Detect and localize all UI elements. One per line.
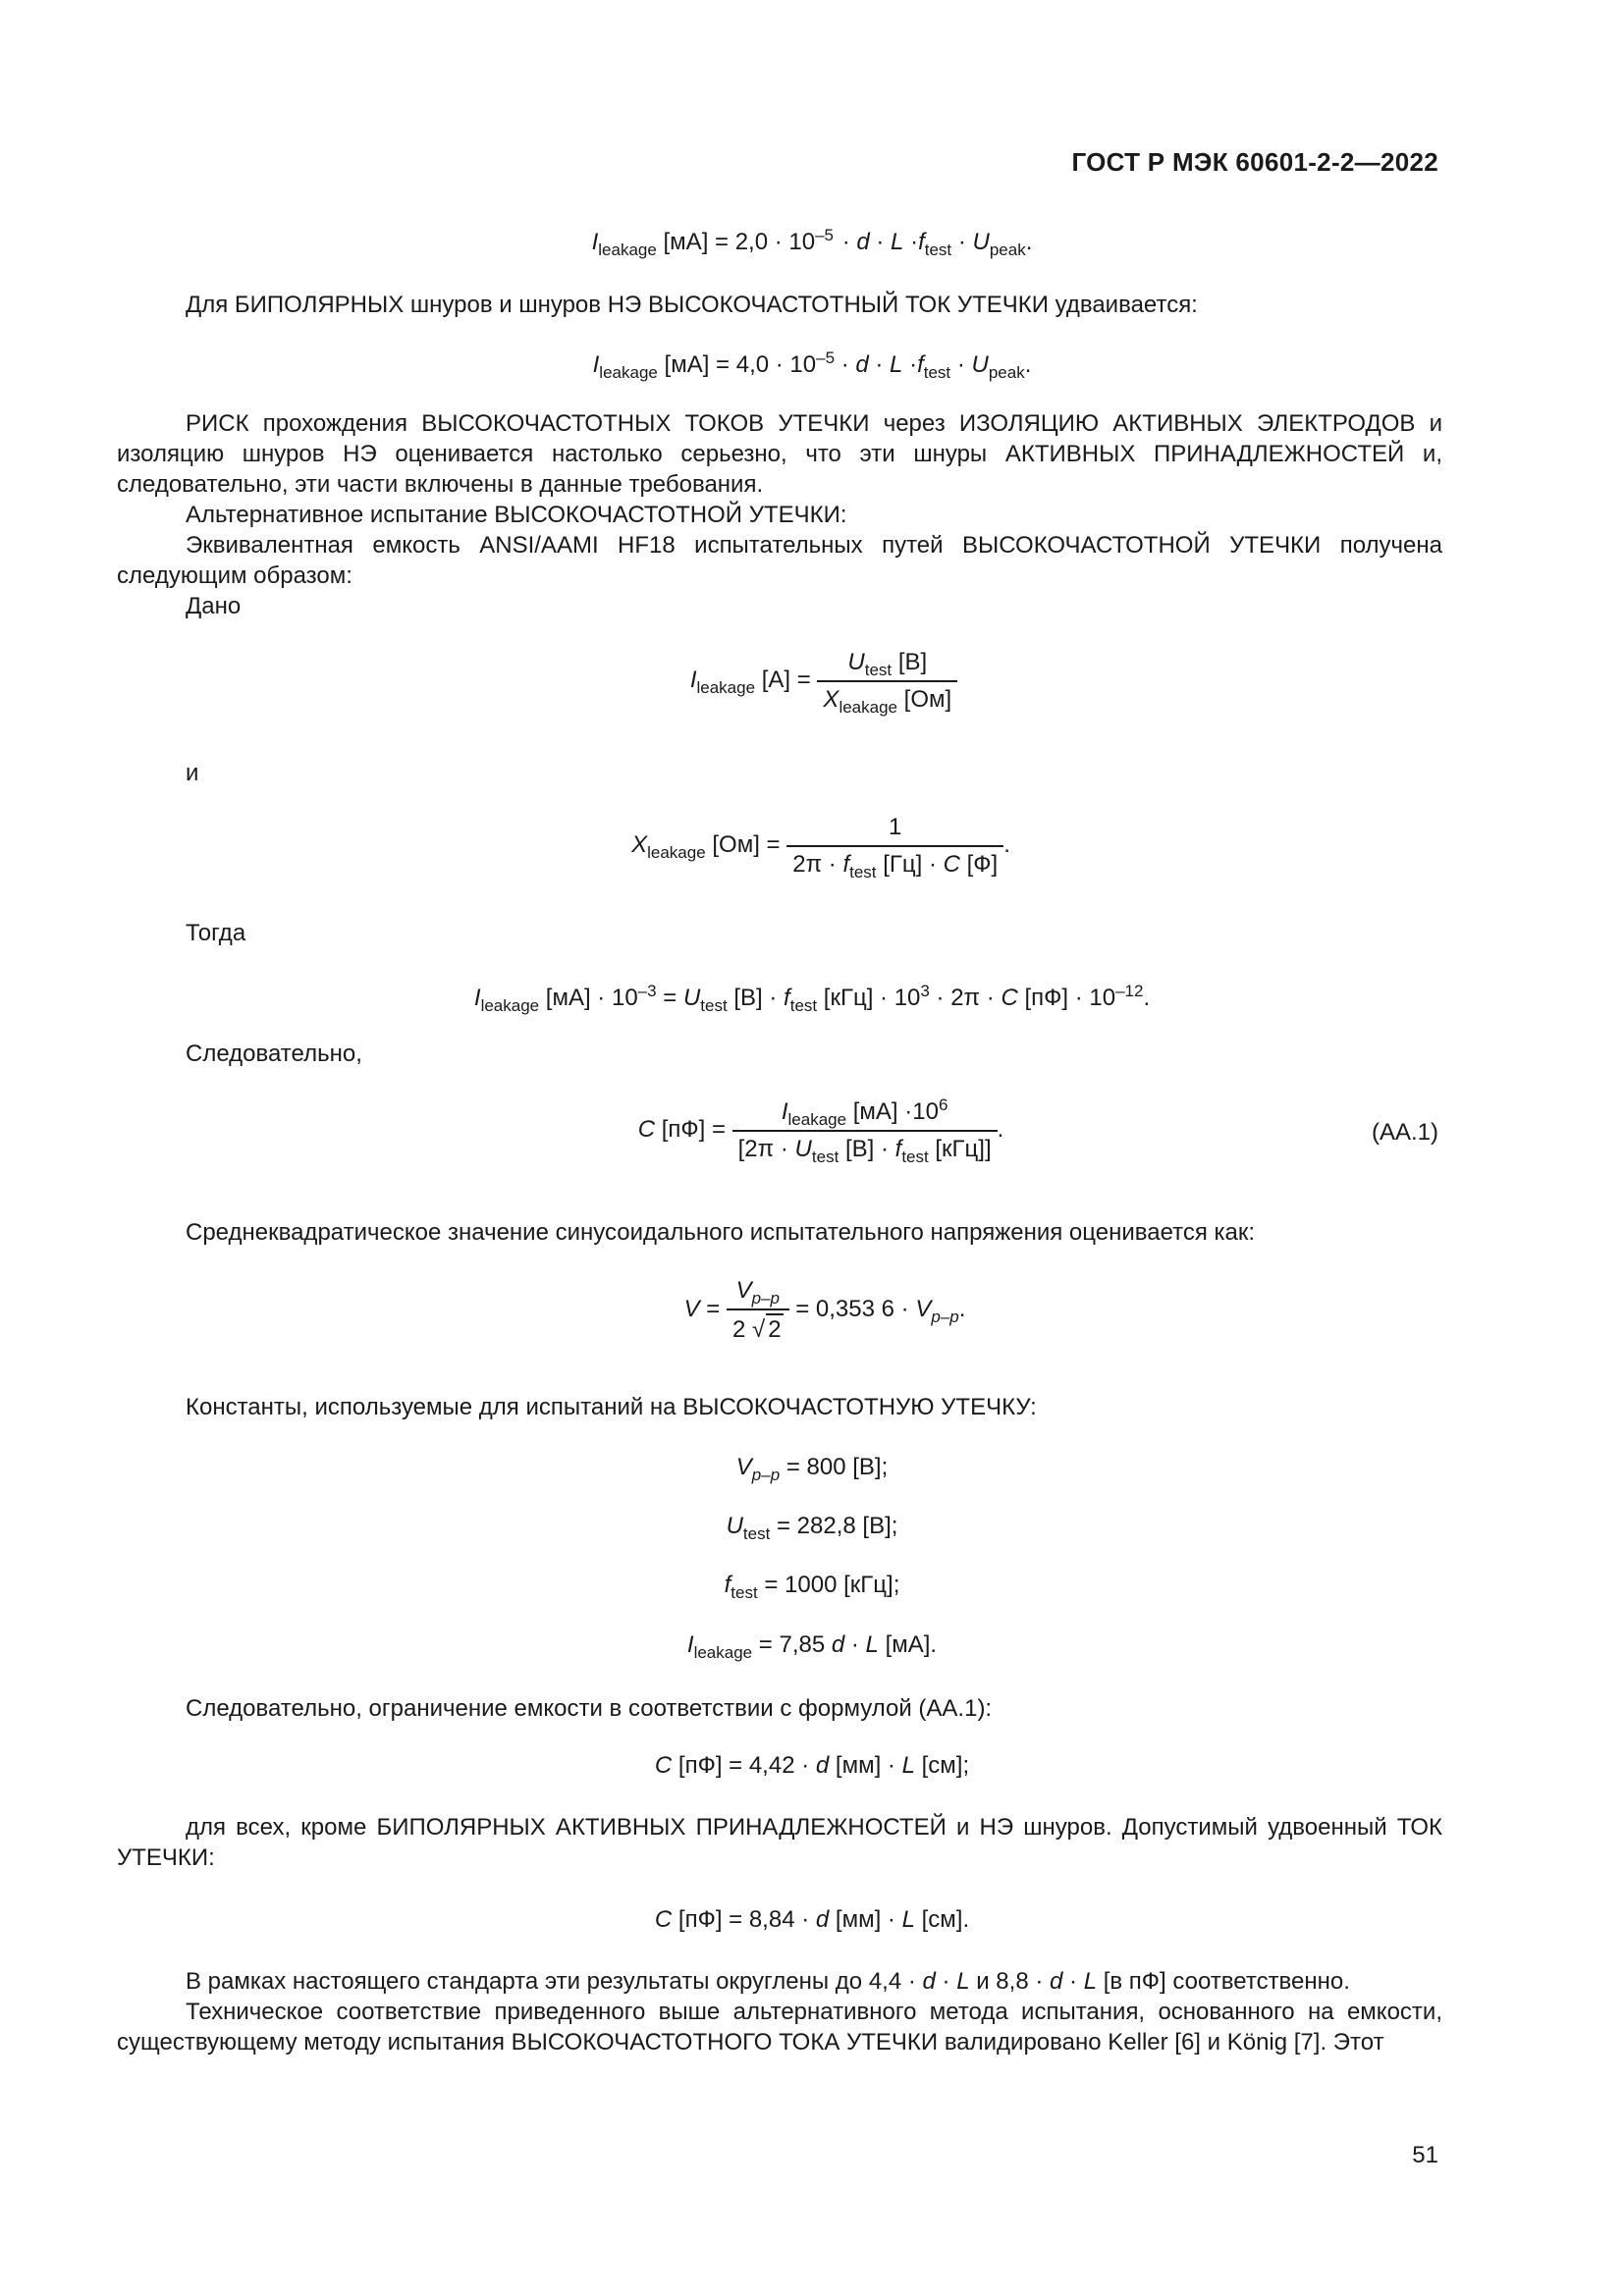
fraction: $\frac{U_{test} [В]}{X_{leakage} [Ом]}$ — [817, 648, 957, 715]
equation-leakage-single: $I_{leakage}$ $[мА] = 2,0 \cdot 10^{-5}$ · $d \cdot L \cdot f_{test} \cdot U_{peak}$. — [591, 226, 1033, 259]
equation-capacitance-limit: C [пФ] = 4,42 · d [мм] · L [см]; — [654, 1752, 970, 1779]
paragraph-technical: Техническое соответствие приведенного выше альтернативного метода испытания, основанного на емкости, существующему методу испытания ВЫСОКОЧАСТОТНОГО ТОКА УТЕЧКИ валидировано Keller [6] и König [7]. Этот — [117, 1999, 1442, 2056]
fraction: $\frac{V_{p-p}}{2 √ 2}$ — [727, 1276, 789, 1345]
paragraph-risk: РИСК прохождения ВЫСОКОЧАСТОТНЫХ ТОКОВ УТЕЧКИ через ИЗОЛЯЦИЮ АКТИВНЫХ ЭЛЕКТРОДОВ и изоляцию шнуров НЭ оценивается настолько серьезно, что эти шнуры АКТИВНЫХ ПРИНАДЛЕЖНОСТЕЙ и, следовательно, эти части включены в данные требования. — [117, 410, 1442, 498]
constant-vpp: $V_{p-p} = 800$ [В]; — [735, 1454, 889, 1484]
equation-combined: $I_{leakage}$ $[мА] \cdot 10^{-3} = U_{test}$ $[В] \cdot f_{test}$ $[кГц] \cdot 10^3 \cdot 2\pi \cdot C$ $[пФ] \cdot 10^{-12}$. — [473, 982, 1151, 1015]
paragraph-limit: Следовательно, ограничение емкости в соответствии с формулой (АА.1): — [186, 1695, 993, 1722]
equation-ileakage-fraction: $I_{leakage}$ [А] = $\frac{U_{test} [В]}{X_{leakage} [Ом]}$ — [0, 648, 1624, 715]
equation-rms: V = $\frac{V_{p-p}}{2 √ 2}$ = 0,353 $6 \cdot V_{p-p}$. — [683, 1277, 966, 1343]
paragraph-and: и — [186, 760, 199, 786]
paragraph-all-but: для всех, кроме БИПОЛЯРНЫХ АКТИВНЫХ ПРИНАДЛЕЖНОСТЕЙ и НЭ шнуров. Допустимый удвоенный ТОК УТЕЧКИ: — [117, 1814, 1442, 1871]
paragraph-then: Тогда — [186, 920, 246, 946]
paragraph-given: Дано — [186, 593, 242, 619]
constant-ftest: $f_{test} = 1000$ [кГц]; — [724, 1572, 900, 1602]
equation-leakage-double: $I_{leakage}$ $[мА] = 4,0 \cdot 10^{-5} \cdot d \cdot L \cdot f_{test} \cdot U_{peak}$. — [592, 348, 1032, 382]
equation-xleakage-fraction: $X_{leakage}$ [Ом] = $\frac{1}{2\pi \cdot f_{test} [Гц] \cdot C [Ф]}$ . — [631, 814, 1010, 881]
paragraph-rms: Среднеквадратическое значение синусоидального испытательного напряжения оценивается как: — [186, 1219, 1256, 1246]
paragraph-hence: Следовательно, — [186, 1041, 362, 1067]
constant-utest: $U_{test} = 282,8$ [В]; — [726, 1513, 898, 1543]
paragraph-alternative: Альтернативное испытание ВЫСОКОЧАСТОТНОЙ УТЕЧКИ: — [186, 502, 847, 528]
equation-capacitance-double: C [пФ] = 8,84 · d [мм] · L [см]. — [654, 1906, 970, 1933]
fraction: $\frac{I_{leakage} [мА] \cdot 10^6}{[2\pi \cdot U_{test} [В] \cdot f_{test} [кГц]]}$ — [732, 1097, 998, 1164]
paragraph-rounding: В рамках настоящего стандарта эти результаты округлены до 4,4 · d · L и 8,8 · d · L [в пФ] соответственно. — [186, 1968, 1350, 1995]
equation-capacitance: C [пФ] = $\frac{I_{leakage} [мА] \cdot 10^6}{[2\pi \cdot U_{test} [В] \cdot f_{test} [кГц]]}$ . — [637, 1095, 1004, 1166]
fraction: $\frac{1}{2\pi \cdot f_{test} [Гц] \cdot C [Ф]}$ — [786, 813, 1003, 880]
equation-number: (АА.1) — [1371, 1119, 1438, 1146]
paragraph-constants: Константы, используемые для испытаний на ВЫСОКОЧАСТОТНУЮ УТЕЧКУ: — [186, 1394, 1037, 1420]
paragraph-equivalent: Эквивалентная емкость ANSI/AAMI HF18 испытательных путей ВЫСОКОЧАСТОТНОЙ УТЕЧКИ получена следующим образом: — [117, 532, 1442, 589]
document-header: ГОСТ Р МЭК 60601-2-2—2022 — [1071, 147, 1438, 177]
constant-ileakage: $I_{leakage} = 7,85$ d · L [мА]. — [686, 1631, 938, 1662]
page-number: 51 — [1412, 2142, 1438, 2168]
paragraph-bipolar: Для БИПОЛЯРНЫХ шнуров и шнуров НЭ ВЫСОКОЧАСТОТНЫЙ ТОК УТЕЧКИ удваивается: — [186, 292, 1198, 318]
